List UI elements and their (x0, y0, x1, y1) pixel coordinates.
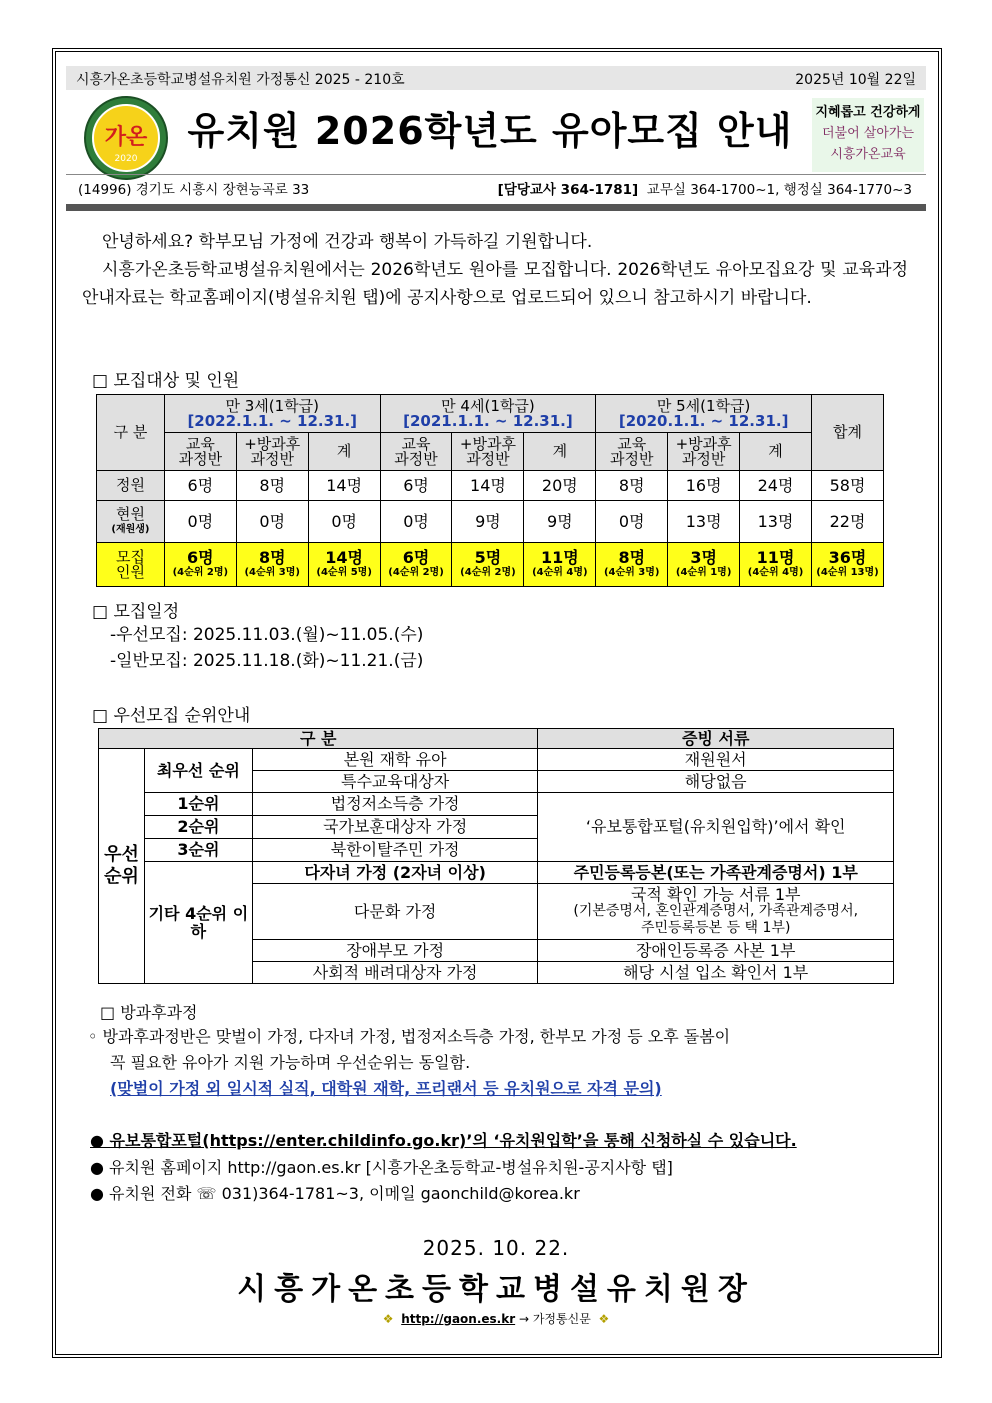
cell: 20명 (524, 471, 596, 501)
afterschool-text (88, 1024, 918, 1102)
row-label: 정원 (97, 471, 165, 501)
item: 법정저소득층 가정 (252, 793, 538, 816)
sub-header: +방과후 과정반 (668, 433, 740, 471)
rank-3: 3순위 (144, 839, 252, 862)
sub-header: +방과후 과정반 (452, 433, 524, 471)
cell: 6명 (4순위 2명) (380, 543, 452, 587)
priority-table (98, 728, 894, 984)
cell: 11명 (4순위 4명) (524, 543, 596, 587)
rank-4: 기타 4순위 이하 (144, 862, 252, 984)
section-title-schedule: □ 모집일정 (92, 602, 180, 622)
bullet-homepage[interactable]: ● 유치원 홈페이지 http://gaon.es.kr [시흥가온초등학교-병설유치원-공지사항 탭] (90, 1158, 673, 1177)
slogan-line: 시흥가온교육 (830, 147, 906, 162)
contact-info (498, 178, 912, 198)
address-bar (66, 174, 926, 197)
item: 다자녀 가정 (2자녀 이상) (252, 862, 538, 884)
doc: 해당 시설 입소 확인서 1부 (538, 962, 894, 984)
cell: 9명 (452, 501, 524, 543)
newsletter-number: 시흥가온초등학교병설유치원 가정통신 2025 - 210호 (76, 72, 405, 88)
header-gubun: 구 분 (97, 395, 165, 471)
intro-paragraph: 안녕하세요? 학부모님 가정에 건강과 행복이 가득하길 기원합니다. (102, 232, 593, 252)
doc: ‘유보통합포털(유치원입학)’에서 확인 (538, 793, 894, 862)
cell: 22명 (812, 501, 884, 543)
cell: 8명 (236, 471, 308, 501)
cell: 14명 (308, 471, 380, 501)
cell: 14명 (452, 471, 524, 501)
section-title-afterschool: □ 방과후과정 (100, 1003, 198, 1022)
group-header: 만 5세(1학급) [2020.1.1. ~ 12.31.] (596, 395, 812, 433)
sub-header: 교육 과정반 (596, 433, 668, 471)
cell: 8명 (596, 471, 668, 501)
cell: 58명 (812, 471, 884, 501)
divider (66, 204, 926, 211)
row-label: 현원 (재원생) (97, 501, 165, 543)
table-row (97, 543, 884, 587)
school-logo (84, 96, 168, 180)
schedule-list (110, 622, 423, 674)
group-header: 만 4세(1학급) [2021.1.1. ~ 12.31.] (380, 395, 596, 433)
slogan-line: 더불어 살아가는 (821, 126, 915, 141)
signature-title: 시흥가온초등학교병설유치원장 (237, 1272, 755, 1307)
priority-label: 우선 순위 (99, 749, 145, 984)
section-title-recruit: □ 모집대상 및 인원 (92, 371, 240, 391)
rank-1: 1순위 (144, 793, 252, 816)
item: 북한이탈주민 가정 (252, 839, 538, 862)
cell: 0명 (596, 501, 668, 543)
logo-text: 가온 (104, 125, 148, 150)
cell: 8명 (4순위 3명) (596, 543, 668, 587)
header-total: 합계 (812, 395, 884, 471)
section-title-priority: □ 우선모집 순위안내 (92, 706, 251, 726)
item: 국가보훈대상자 가정 (252, 816, 538, 839)
cell: 36명 (4순위 13명) (812, 543, 884, 587)
row-label: 모집 인원 (97, 543, 165, 587)
doc: 국적 확인 가능 서류 1부 (기본증명서, 혼인관계증명서, 가족관계증명서, 주민등록등본 등 택 1부) (538, 884, 894, 940)
schedule-priority: -우선모집: 2025.11.03.(월)~11.05.(수) (110, 625, 424, 645)
schedule-general: -일반모집: 2025.11.18.(화)~11.21.(금) (110, 651, 424, 671)
item: 사회적 배려대상자 가정 (252, 962, 538, 984)
footer-url[interactable]: http://gaon.es.kr (401, 1312, 516, 1326)
logo-year: 2020 (114, 154, 138, 164)
recruit-table (96, 394, 884, 587)
doc: 주민등록등본(또는 가족관계증명서) 1부 (538, 862, 894, 884)
afterschool-note[interactable]: (맞벌이 가정 외 일시적 실직, 대학원 재학, 프리랜서 등 유치원으로 자격 문의) (110, 1079, 662, 1098)
page-title: 유치원 2026학년도 유아모집 안내 (187, 109, 793, 153)
intro-paragraph: 시흥가온초등학교병설유치원에서는 2026학년도 원아를 모집합니다. 2026학년도 유아모집요강 및 교육과정 안내자료는 학교홈페이지(병설유치원 탭)에 공지사항으로 업로드되어 있으니 참고하시기 바랍니다. (82, 260, 908, 308)
cell: 14명 (4순위 5명) (308, 543, 380, 587)
item: 본원 재학 유아 (252, 749, 538, 771)
sub-header: 계 (308, 433, 380, 471)
group-header: 만 3세(1학급) [2022.1.1. ~ 12.31.] (164, 395, 380, 433)
rank-2: 2순위 (144, 816, 252, 839)
rank-top: 최우선 순위 (144, 749, 252, 793)
newsletter-bar (66, 66, 926, 90)
cell: 5명 (4순위 2명) (452, 543, 524, 587)
table-row (97, 471, 884, 501)
bullet-apply[interactable]: ● 유보통합포털(https://enter.childinfo.go.kr)’의 ‘유치원입학’을 통해 신청하실 수 있습니다. (90, 1131, 797, 1150)
footer-arrow: → 가정통신문 (518, 1312, 591, 1326)
cell: 6명 (164, 471, 236, 501)
table-row (97, 501, 884, 543)
doc: 해당없음 (538, 771, 894, 793)
sub-header: 교육 과정반 (164, 433, 236, 471)
sub-header: 계 (524, 433, 596, 471)
cell: 24명 (740, 471, 812, 501)
afterschool-line: ◦ 방과후과정반은 맞벌이 가정, 다자녀 가정, 법정저소득층 가정, 한부모 가정 등 오후 돌봄이 (88, 1027, 731, 1046)
intro-text (82, 228, 908, 312)
bullet-contact[interactable]: ● 유치원 전화 ☏ 031)364-1781~3, 이메일 gaonchild@korea.kr (90, 1184, 580, 1203)
cell: 13명 (668, 501, 740, 543)
cell: 0명 (380, 501, 452, 543)
item: 특수교육대상자 (252, 771, 538, 793)
cell: 13명 (740, 501, 812, 543)
cell: 0명 (308, 501, 380, 543)
header-docs: 증빙 서류 (538, 729, 894, 749)
slogan-line: 지혜롭고 건강하게 (815, 105, 921, 120)
header-gubun: 구 분 (99, 729, 538, 749)
doc: 재원원서 (538, 749, 894, 771)
cell: 0명 (164, 501, 236, 543)
item: 장애부모 가정 (252, 940, 538, 962)
item: 다문화 가정 (252, 884, 538, 940)
cell: 11명 (4순위 4명) (740, 543, 812, 587)
cell: 0명 (236, 501, 308, 543)
office-contact: 교무실 364-1700~1, 행정실 364-1770~3 (646, 182, 912, 198)
cell: 8명 (4순위 3명) (236, 543, 308, 587)
sub-header: 교육 과정반 (380, 433, 452, 471)
issue-date: 2025. 10. 22. (422, 1236, 570, 1260)
cell: 6명 (380, 471, 452, 501)
cell: 16명 (668, 471, 740, 501)
doc: 장애인등록증 사본 1부 (538, 940, 894, 962)
sub-header: 계 (740, 433, 812, 471)
school-address: (14996) 경기도 시흥시 장현능곡로 33 (78, 182, 310, 198)
slogan-box (812, 98, 924, 172)
sub-header: +방과후 과정반 (236, 433, 308, 471)
afterschool-line: 꼭 필요한 유아가 지원 가능하며 우선순위는 동일함. (110, 1053, 471, 1072)
cell: 6명 (4순위 2명) (164, 543, 236, 587)
teacher-contact: [담당교사 364-1781] (497, 182, 639, 198)
newsletter-date: 2025년 10월 22일 (795, 72, 916, 88)
cell: 9명 (524, 501, 596, 543)
cell: 3명 (4순위 1명) (668, 543, 740, 587)
footer-links: ❖ http://gaon.es.kr → 가정통신문 ❖ (382, 1312, 610, 1326)
